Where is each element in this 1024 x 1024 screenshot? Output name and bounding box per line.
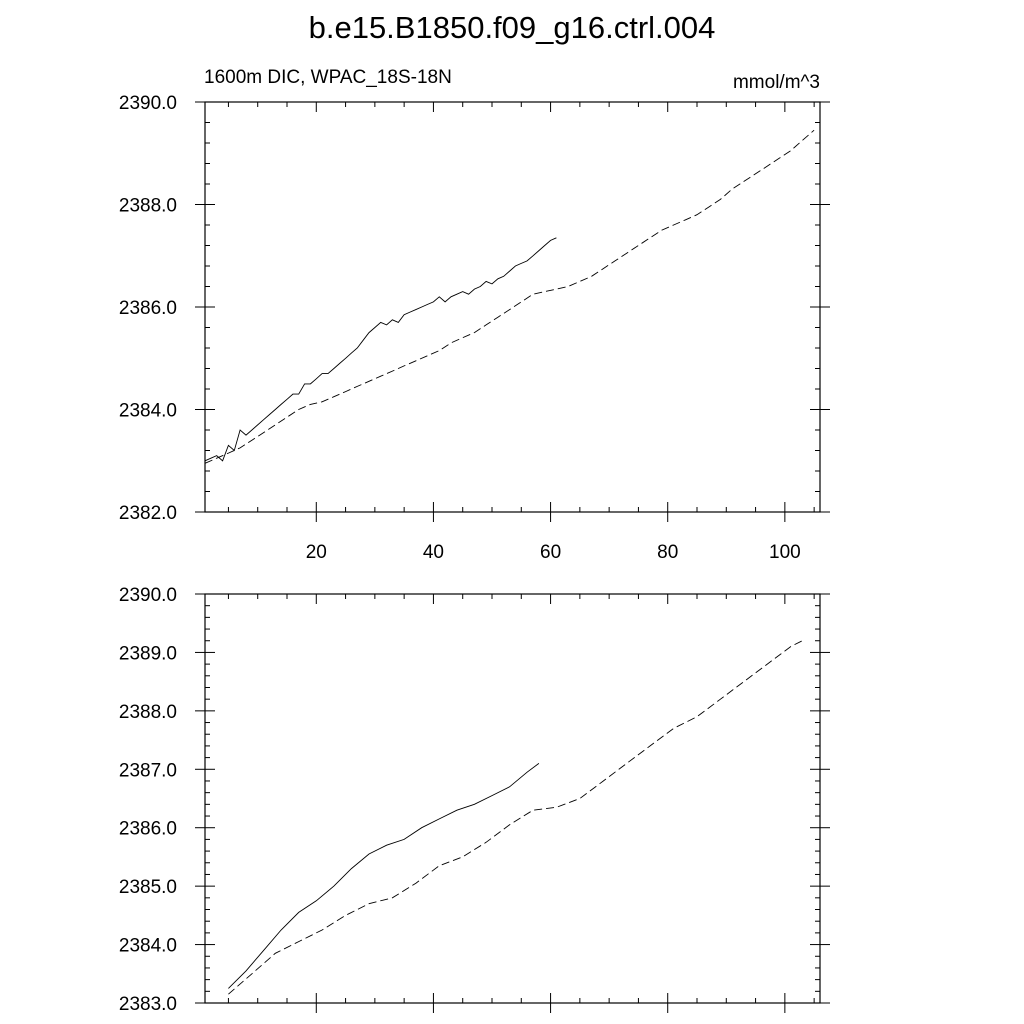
y-tick-label: 2390.0: [118, 585, 177, 606]
bottom-plot-area: [119, 585, 830, 1015]
plot-frame: [205, 594, 820, 1003]
y-tick-label: 2384.0: [118, 935, 177, 957]
series-line-solid: [205, 238, 556, 461]
top-panel-units-label: mmol/m^3: [732, 72, 820, 93]
y-tick-label: 2385.0: [118, 877, 177, 899]
x-tick-label: 60: [540, 542, 562, 563]
x-tick-label: 100: [769, 542, 801, 563]
y-tick-label: 2386.0: [118, 818, 177, 840]
y-tick-label: 2388.0: [118, 195, 177, 217]
bottom-panel: [119, 585, 830, 1015]
x-tick-label: 40: [422, 542, 444, 563]
top-plot-area: [119, 93, 830, 563]
y-tick-label: 2382.0: [118, 503, 177, 524]
y-tick-label: 2389.0: [118, 643, 177, 665]
x-tick-label: 80: [657, 542, 679, 563]
top-panel: [119, 67, 830, 563]
plot-frame: [205, 102, 820, 512]
y-tick-label: 2388.0: [118, 701, 177, 723]
series-line-dashed: [205, 130, 814, 463]
series-line-solid: [228, 763, 539, 988]
y-tick-label: 2383.0: [118, 994, 177, 1015]
figure-title: b.e15.B1850.f09_g16.ctrl.004: [308, 10, 716, 45]
top-panel-left-label: 1600m DIC, WPAC_18S-18N: [204, 67, 452, 88]
y-tick-label: 2386.0: [118, 298, 177, 319]
y-tick-label: 2384.0: [118, 400, 177, 422]
y-tick-label: 2390.0: [118, 93, 177, 114]
x-tick-label: 20: [305, 542, 327, 563]
series-line-dashed: [228, 641, 802, 995]
y-tick-label: 2387.0: [118, 760, 177, 782]
